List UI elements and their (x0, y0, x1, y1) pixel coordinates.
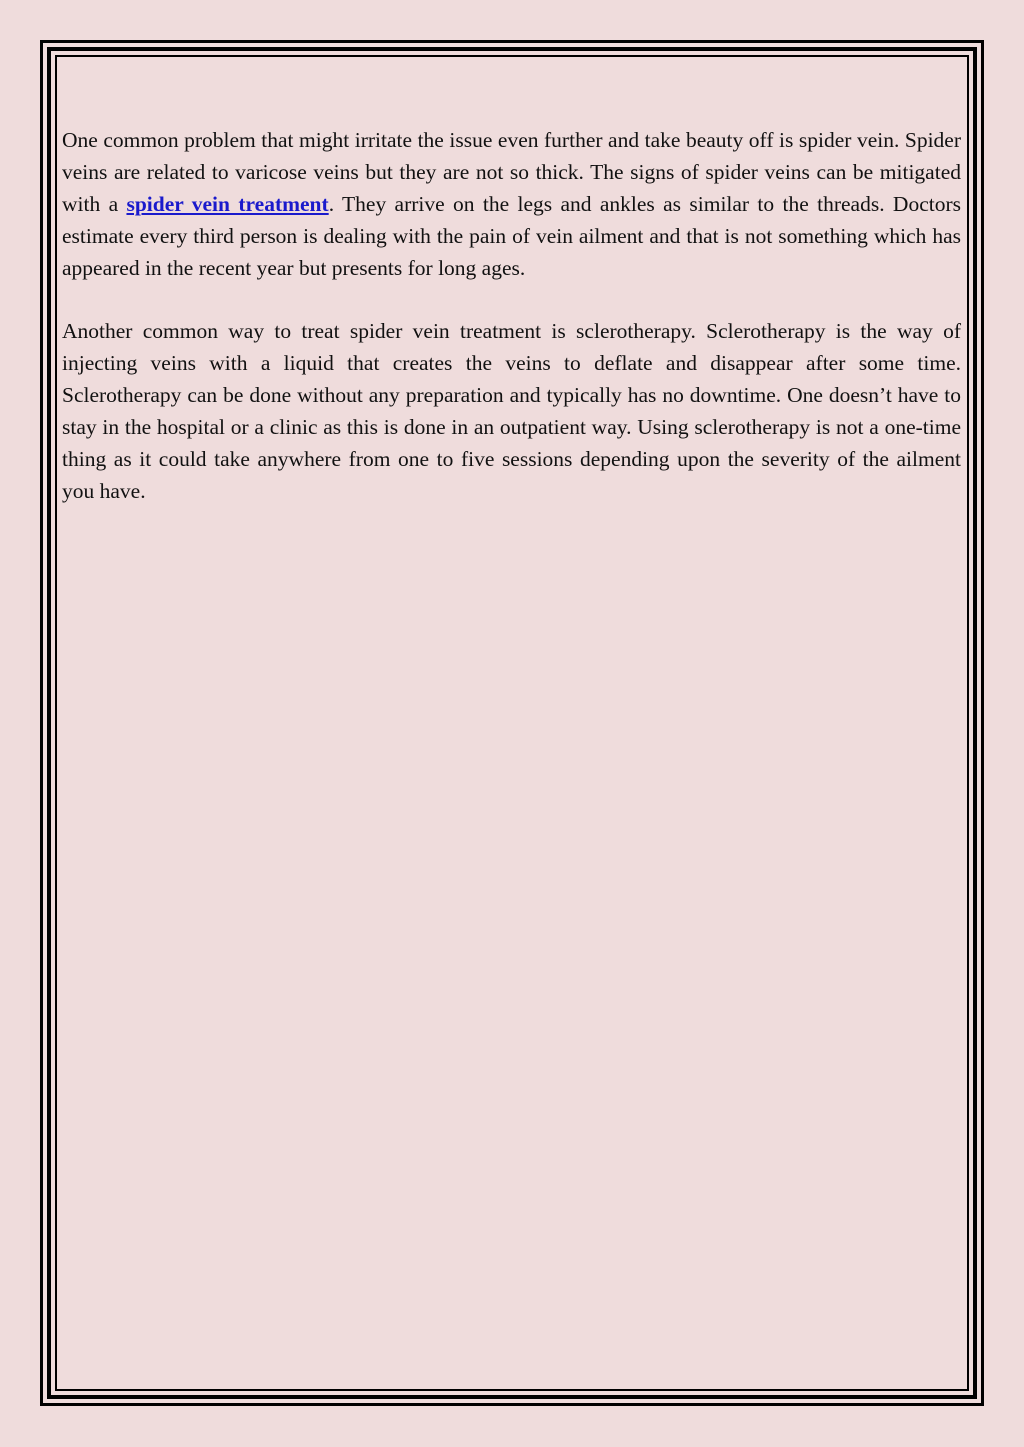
spider-vein-treatment-link[interactable]: spider vein treatment (126, 192, 329, 216)
paragraph-spider-veins (62, 124, 961, 284)
document-body (62, 124, 961, 538)
paragraph-sclerotherapy: Another common way to treat spider vein treatment is sclerotherapy. Sclerotherapy is the way of injecting veins with a liquid that creates the veins to deflate and disappear after some time. Sclerotherapy can be done without any preparation and typically has no downtime. One doesn’t have to stay in the hospital or a clinic as this is done in an outpatient way. Using sclerotherapy is not a one-time thing as it could take anywhere from one to five sessions depending upon the severity of the ailment you have. (62, 319, 961, 503)
paragraph-1-text-start: One common problem that might irritate the issue even further and take beauty off is spider vein. Spider veins are related to varicose veins but they are not so thick. The signs of spider veins can be mitigated with a (62, 128, 961, 216)
paragraph-1-text-end: . They arrive on the legs and ankles as similar to the threads. Doctors estimate every third person is dealing with the pain of vein ailment and that is not something which has appeared in the recent year but presents for long ages. (62, 192, 961, 280)
